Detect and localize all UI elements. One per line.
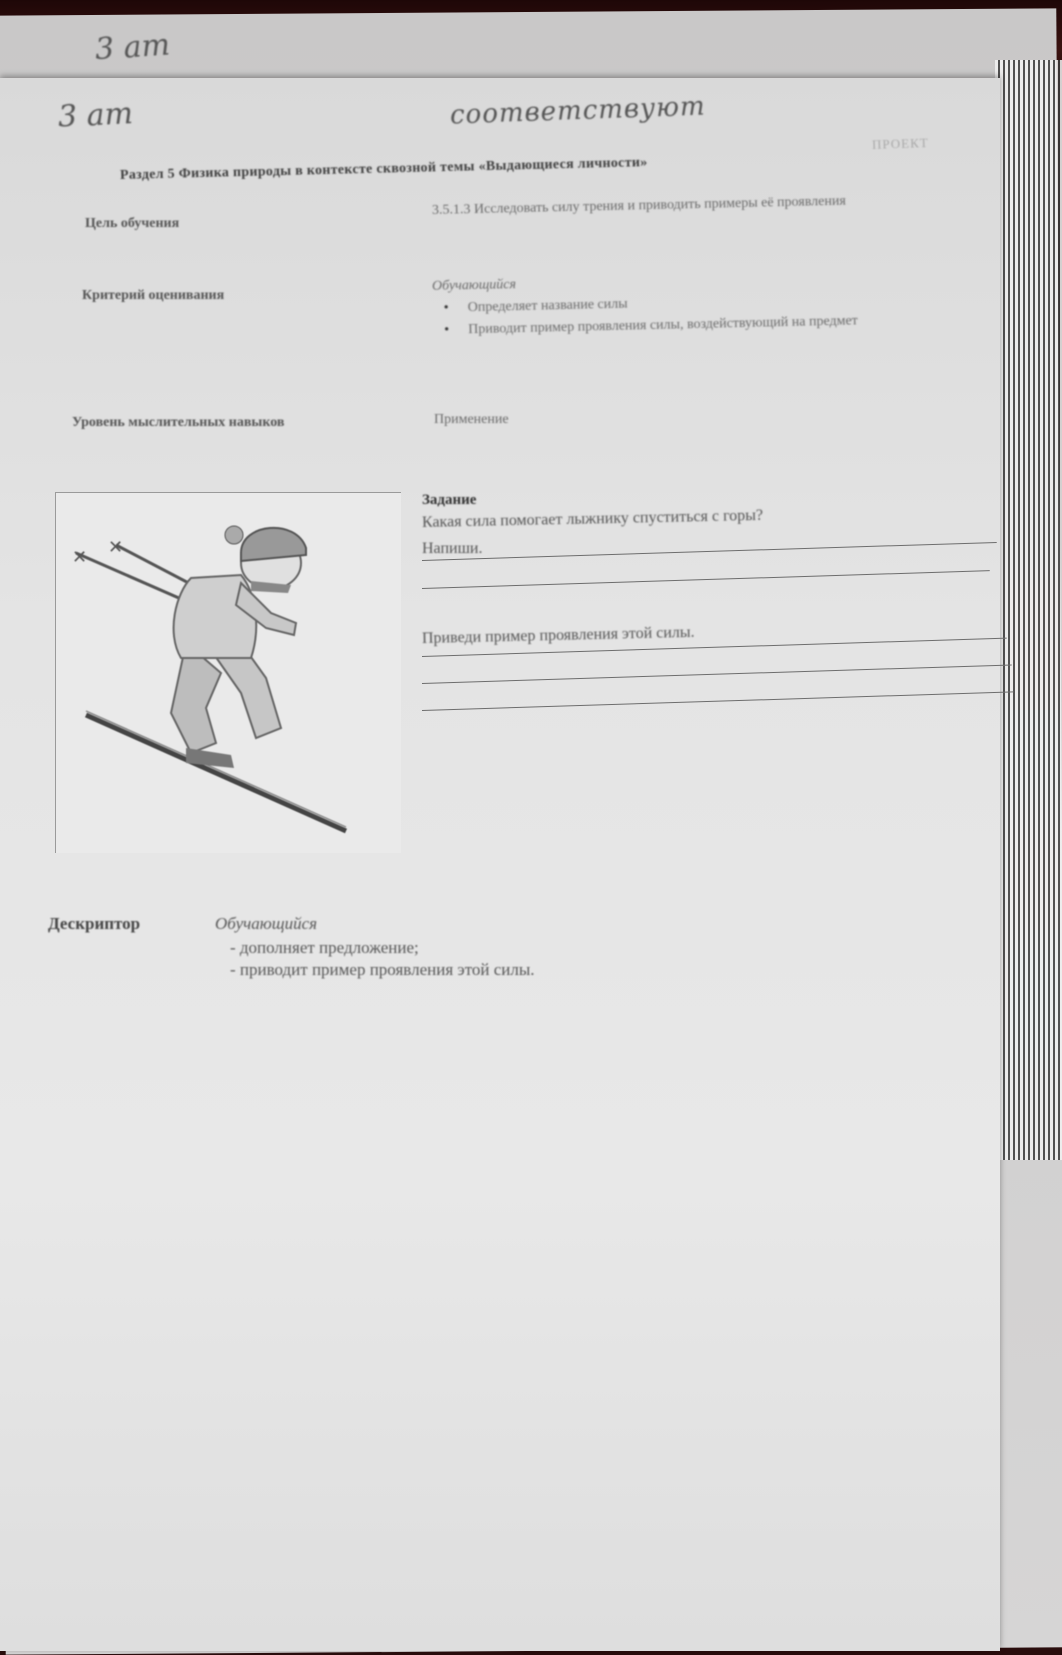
answer-line	[422, 570, 990, 589]
answer-line	[422, 664, 1012, 684]
criterion-learner: Обучающийся	[431, 277, 517, 294]
criteria-item: • Приводит пример проявления силы, воздействующий на предмет	[432, 307, 992, 342]
skier-illustration	[55, 492, 401, 853]
descriptor-item: - дополняет предложение;	[230, 938, 419, 957]
handwritten-top-note: 3 am	[93, 27, 172, 68]
write-prompt: Напиши.	[422, 540, 483, 557]
handwritten-header-scrawl: соответствуют	[449, 91, 707, 131]
thinking-level-label: Уровень мыслительных навыков	[72, 415, 285, 430]
answer-line	[422, 542, 997, 561]
skier-icon	[56, 493, 401, 853]
criterion-label: Критерий оценивания	[82, 288, 225, 303]
section-title: Раздел 5 Физика природы в контексте сквозной темы «Выдающиеся личности»	[119, 155, 648, 183]
svg-text:✕: ✕	[108, 537, 124, 558]
descriptor-subject: Обучающийся	[215, 914, 318, 933]
descriptor-item: - приводит пример проявления этой силы.	[230, 960, 535, 979]
criteria-item: • Определяет название силы	[432, 285, 992, 320]
goal-value: 3.5.1.3 Исследовать силу трения и приводить примеры её проявления	[431, 193, 846, 218]
page-stack-edges	[995, 60, 1062, 1160]
example-prompt: Приведи пример проявления этой силы.	[421, 623, 695, 647]
svg-text:✕: ✕	[72, 547, 88, 568]
thinking-level-value: Применение	[434, 412, 509, 427]
worksheet-page	[0, 27, 1000, 1651]
goal-label: Цель обучения	[85, 216, 180, 231]
task-title: Задание	[422, 492, 477, 508]
descriptor-label: Дескриптор	[48, 914, 141, 933]
criteria-list	[432, 285, 993, 342]
answer-line	[422, 691, 1014, 711]
task-question: Какая сила помогает лыжнику спуститься с горы?	[421, 506, 764, 531]
draft-stamp: ПРОЕКТ	[871, 135, 929, 152]
handwritten-margin-note: 3 am	[57, 96, 134, 135]
